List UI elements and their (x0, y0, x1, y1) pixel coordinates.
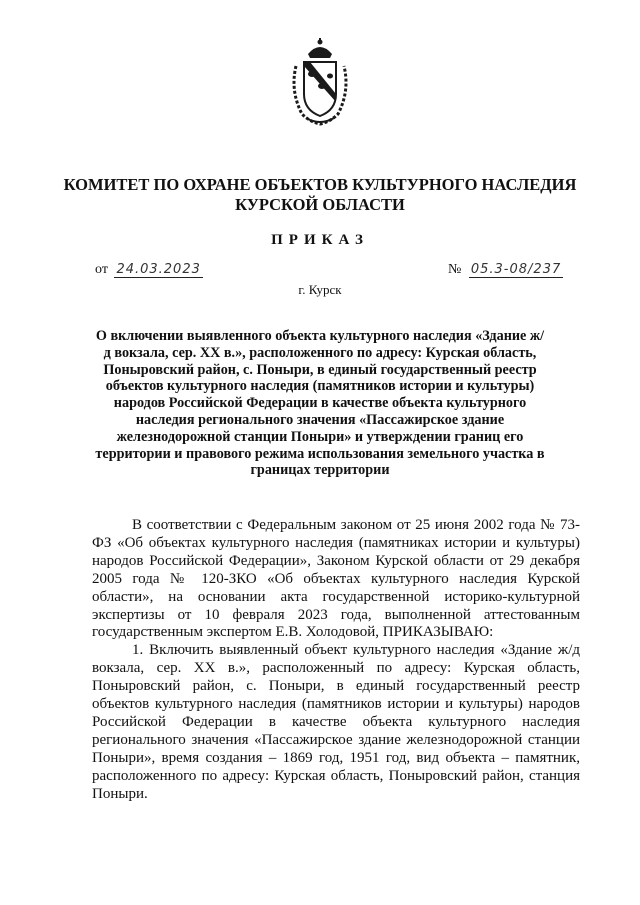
number-value: 05.3-08/237 (470, 262, 562, 277)
order-item-1: 1. Включить выявленный объект культурного наследия «Здание ж/д вокзала, сер. XX в.», расположенный по адресу: Курская область, Поныровский район, с. Поныри, в единый государственный реестр объектов культурного наследия (памятников истории и культуры) народов Российской Федерации в качестве объекта культурного наследия регионального значения «Пассажирское здание железнодорожной станции Поныри», время создания – 1869 год, 1951 год, вид объекта – памятник, расположенного по адресу: Курская область, Поныровский район, станция Поныри. (92, 642, 580, 802)
coat-of-arms-icon (288, 36, 352, 128)
date-label: от (95, 262, 108, 277)
number-line (448, 262, 563, 278)
date-value: 24.03.2023 (116, 262, 201, 277)
number-label: № (448, 262, 462, 277)
organization-title: КОМИТЕТ ПО ОХРАНЕ ОБЪЕКТОВ КУЛЬТУРНОГО НАСЛЕДИЯ КУРСКОЙ ОБЛАСТИ (63, 175, 577, 214)
order-subject: О включении выявленного объекта культурного наследия «Здание ж/д вокзала, сер. XX в.», расположенного по адресу: Курская область, Поныровский район, с. Поныри, в единый государственный реестр объектов культурного наследия (памятников истории и культуры) народов Российской Федерации в качестве объекта культурного наследия регионального значения «Пассажирское здание железнодорожной станции Поныри» и утверждении границ его территории и правового режима использования земельного участка в границах территории (95, 328, 545, 479)
preamble-paragraph: В соответствии с Федеральным законом от 25 июня 2002 года № 73-ФЗ «Об объектах культурного наследия (памятниках истории и культуры) народов Российской Федерации», Законом Курской области от 29 декабря 2005 года № 120-ЗКО «Об объектах культурного наследия Курской области», на основании акта государственной историко-культурной экспертизы от 10 февраля 2023 года, выполненной аттестованным государственным экспертом Е.В. Холодовой, ПРИКАЗЫВАЮ: (92, 517, 580, 641)
order-body (92, 517, 580, 804)
document-type: ПРИКАЗ (271, 232, 369, 248)
city: г. Курск (298, 282, 342, 297)
date-line (95, 262, 203, 278)
